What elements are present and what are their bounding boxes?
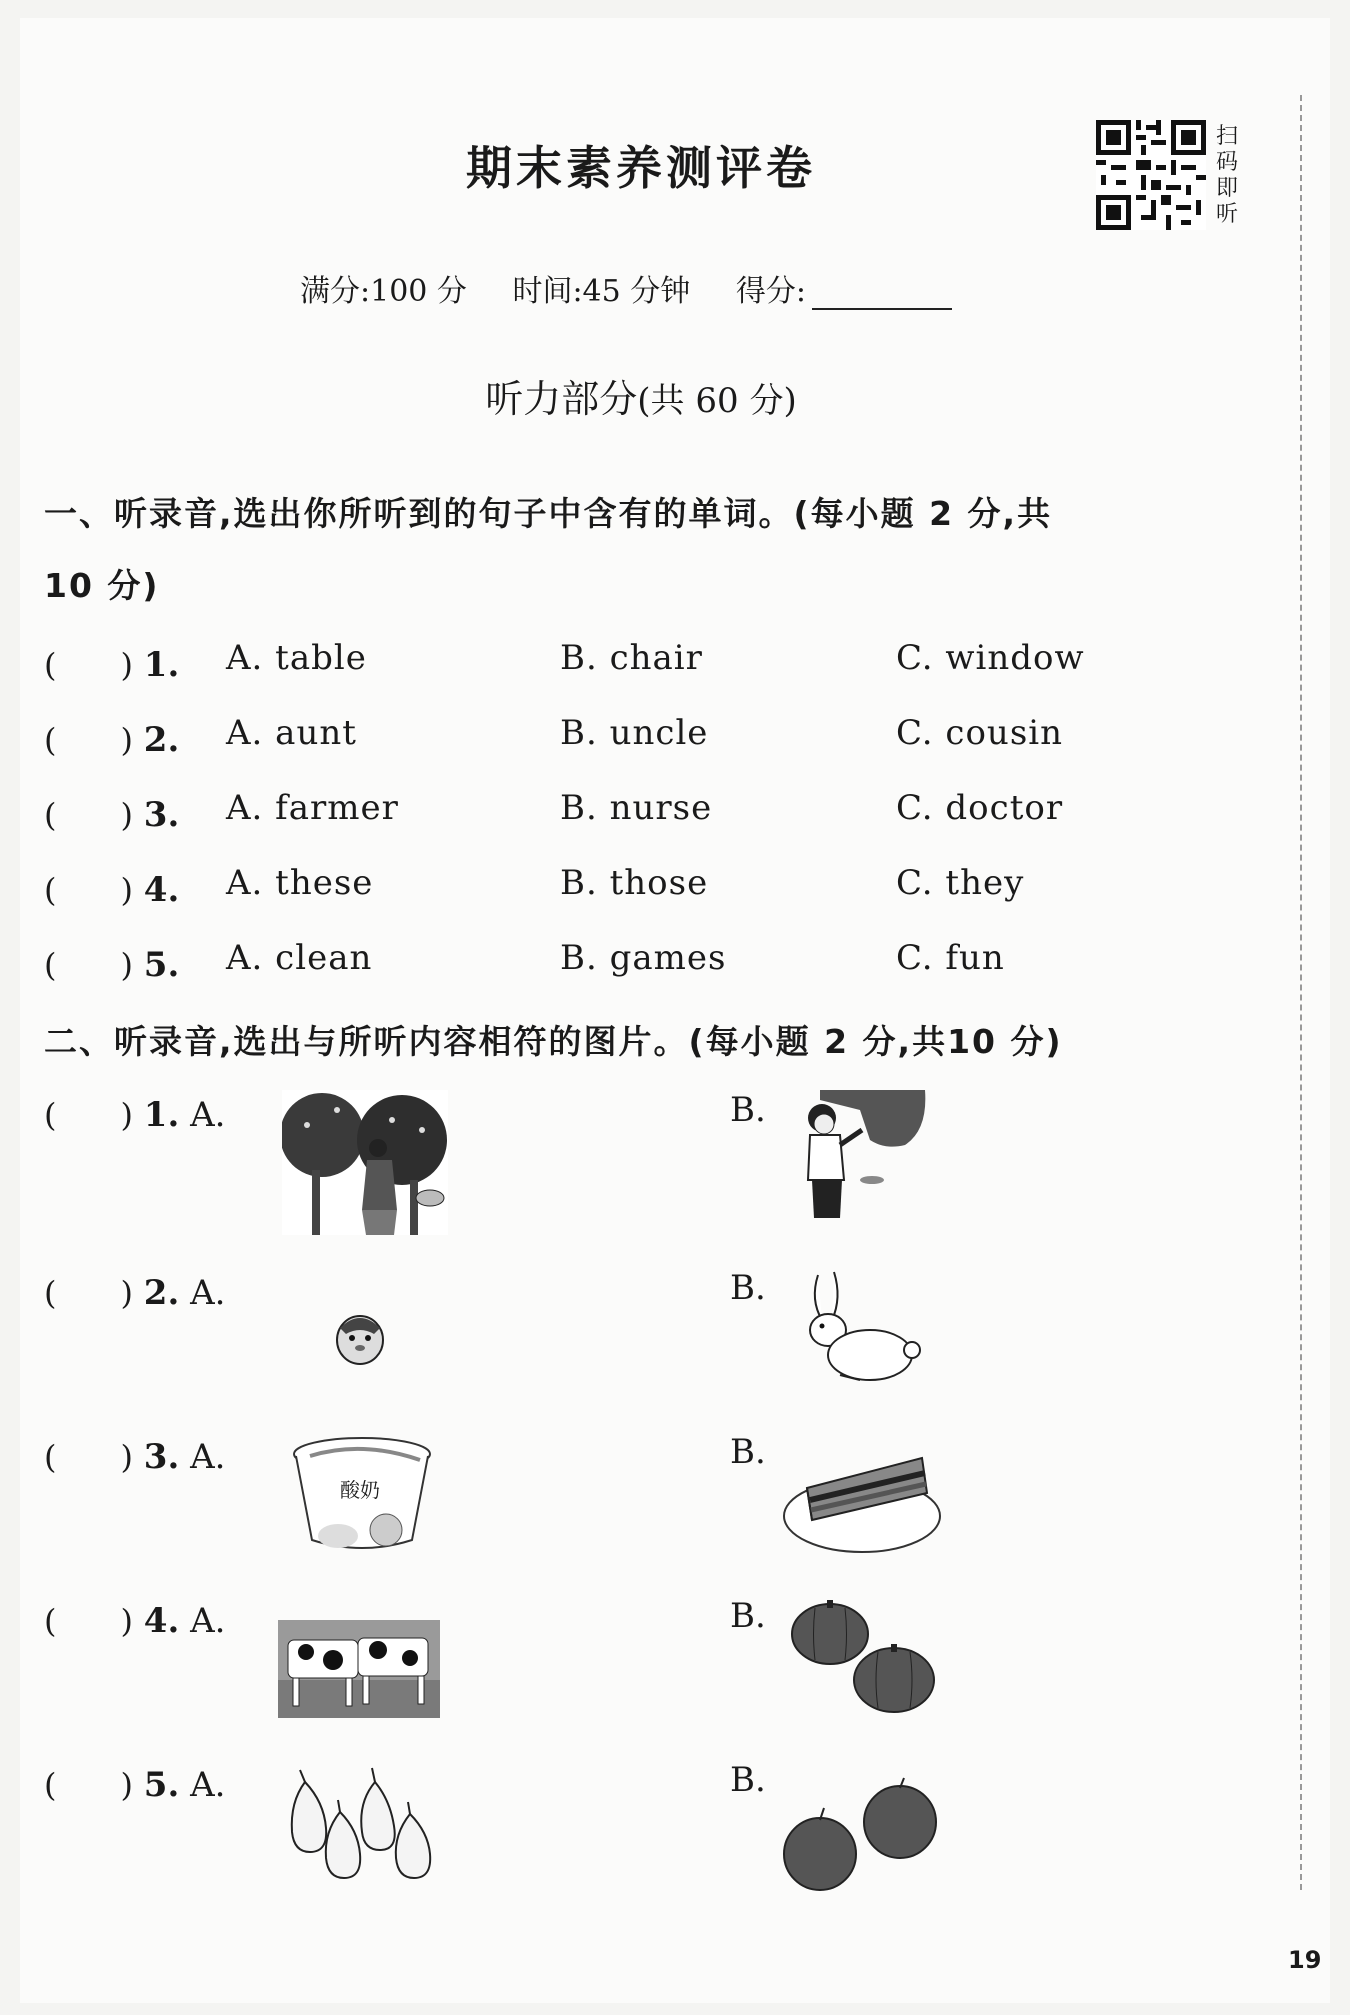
s1-q2 <box>44 715 179 761</box>
exam-title: 期末素养测评卷 <box>466 141 816 195</box>
option-c: C. doctor <box>896 788 1064 828</box>
question-number: 4. <box>143 870 180 910</box>
option-b: B. chair <box>560 638 703 678</box>
exam-page <box>20 18 1330 2003</box>
option-c: C. fun <box>896 938 1005 978</box>
option-c: C. they <box>896 863 1025 903</box>
answer-blank[interactable]: ( ) <box>44 946 133 984</box>
option-b-label: B. <box>730 1090 766 1130</box>
question-number: 5. <box>143 945 180 985</box>
section1-heading-line2: 10 分) <box>44 566 160 605</box>
yogurt-picture[interactable] <box>290 1432 434 1552</box>
option-a-label: A. <box>190 1601 226 1641</box>
answer-blank[interactable]: ( ) <box>44 796 133 834</box>
painting-wall-picture[interactable] <box>800 1090 930 1224</box>
margin-dashed-line <box>1300 95 1302 1890</box>
option-b: B. nurse <box>560 788 713 828</box>
s1-q1 <box>44 640 179 686</box>
time-limit: 时间:45 分钟 <box>512 274 691 309</box>
pears-picture[interactable] <box>280 1762 436 1886</box>
option-a-label: A. <box>190 1273 226 1313</box>
s2-q2 <box>44 1268 225 1314</box>
answer-blank[interactable]: ( ) <box>44 1438 133 1476</box>
question-number: 1. <box>143 645 180 685</box>
question-number: 3. <box>143 1437 180 1477</box>
qr-scan-label: 扫码即听 <box>1216 124 1239 227</box>
listening-points: (共 60 分) <box>637 381 797 421</box>
option-b: B. games <box>560 938 727 978</box>
option-a-label: A. <box>190 1765 226 1805</box>
qr-code[interactable] <box>1096 120 1206 230</box>
s2-q4 <box>44 1596 225 1642</box>
option-b: B. uncle <box>560 713 709 753</box>
answer-blank[interactable]: ( ) <box>44 646 133 684</box>
listening-heading <box>0 368 1282 423</box>
question-number: 4. <box>143 1601 180 1641</box>
hamster-picture[interactable] <box>334 1308 386 1370</box>
option-a: A. farmer <box>226 788 399 828</box>
s1-q3 <box>44 790 179 836</box>
option-a: A. aunt <box>226 713 357 753</box>
section2-heading: 二、听录音,选出与所听内容相符的图片。(每小题 2 分,共10 分) <box>44 1022 1063 1061</box>
yogurt-label: 酸奶 <box>340 1478 380 1502</box>
s1-q5 <box>44 940 179 986</box>
answer-blank[interactable]: ( ) <box>44 1096 133 1134</box>
option-b-label: B. <box>730 1432 766 1472</box>
option-a: A. table <box>226 638 367 678</box>
question-number: 2. <box>143 1273 180 1313</box>
option-c: C. cousin <box>896 713 1064 753</box>
option-a-label: A. <box>190 1437 226 1477</box>
option-b-label: B. <box>730 1760 766 1800</box>
option-b-label: B. <box>730 1596 766 1636</box>
score-label: 得分: <box>735 274 806 309</box>
s1-q4 <box>44 865 179 911</box>
full-score: 满分:100 分 <box>300 274 467 309</box>
s2-q5 <box>44 1760 225 1806</box>
question-number: 3. <box>143 795 180 835</box>
pumpkins-picture[interactable] <box>790 1600 940 1719</box>
option-a-label: A. <box>190 1095 226 1135</box>
rabbit-picture[interactable] <box>800 1270 925 1389</box>
sandwich-picture[interactable] <box>782 1438 942 1560</box>
answer-blank[interactable]: ( ) <box>44 1274 133 1312</box>
answer-blank[interactable]: ( ) <box>44 1602 133 1640</box>
question-number: 1. <box>143 1095 180 1135</box>
option-a: A. clean <box>226 938 373 978</box>
answer-blank[interactable]: ( ) <box>44 1766 133 1804</box>
listening-title: 听力部分 <box>485 377 638 421</box>
score-blank[interactable] <box>812 282 952 310</box>
question-number: 2. <box>143 720 180 760</box>
exam-meta <box>300 266 988 310</box>
answer-blank[interactable]: ( ) <box>44 721 133 759</box>
cows-picture[interactable] <box>278 1620 440 1722</box>
picking-fruit-picture[interactable] <box>282 1090 448 1239</box>
option-c: C. window <box>896 638 1085 678</box>
apples-picture[interactable] <box>782 1776 942 1900</box>
page-number: 19 <box>1288 1946 1322 1974</box>
s2-q3 <box>44 1432 225 1478</box>
s2-q1 <box>44 1090 225 1136</box>
question-number: 5. <box>143 1765 180 1805</box>
option-b: B. those <box>560 863 709 903</box>
option-a: A. these <box>226 863 374 903</box>
option-b-label: B. <box>730 1268 766 1308</box>
answer-blank[interactable]: ( ) <box>44 871 133 909</box>
section1-heading-line1: 一、听录音,选出你所听到的句子中含有的单词。(每小题 2 分,共 <box>44 494 1053 533</box>
